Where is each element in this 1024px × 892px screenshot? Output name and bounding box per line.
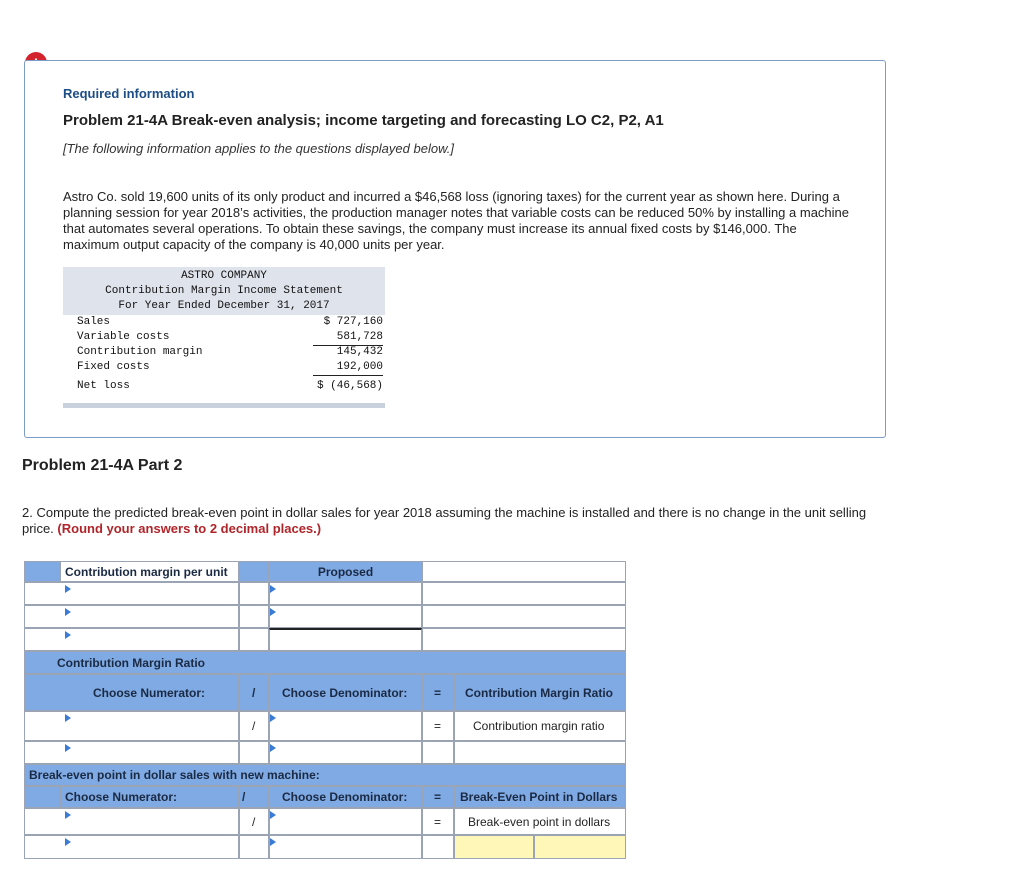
- statement-label: Fixed costs: [77, 361, 150, 373]
- statement-row: [63, 360, 385, 375]
- be-numerator-select[interactable]: [24, 808, 239, 835]
- question-body: 2. Compute the predicted break-even point in dollar sales for year 2018 assuming the machine is installed and there is no change in the unit selling price.: [22, 505, 867, 536]
- statement-value: 581,728: [313, 330, 383, 346]
- grid-header-cell: [24, 786, 60, 808]
- be-result-header: [454, 786, 626, 808]
- statement-value: 192,000: [313, 360, 383, 376]
- grid-blank-cell: [239, 605, 269, 628]
- grid-blank-cell: [239, 628, 269, 651]
- divide-symbol: /: [252, 719, 256, 733]
- statement-label: Sales: [77, 316, 111, 328]
- dropdown-arrow-icon[interactable]: [270, 608, 276, 616]
- cm-row-input[interactable]: [269, 582, 422, 605]
- be-answer-result-input[interactable]: [534, 835, 626, 859]
- divide-symbol: /: [252, 814, 256, 829]
- statement-company: ASTRO COMPANY: [181, 270, 267, 282]
- divide-cell: [239, 808, 269, 835]
- problem-paragraph: Astro Co. sold 19,600 units of its only product and incurred a $46,568 loss (ignoring taxes) for the current year as shown here. During a planning session for year 2018’s activities, the production manager notes that variable costs can be reduced 50% by installing a machine that automates several operations. To obtain these savings, the company must increase its annual fixed costs by $146,000. The maximum output capacity of the company is 40,000 units per year.: [63, 189, 850, 252]
- cm-row-select[interactable]: [24, 605, 239, 628]
- statement-row: [63, 330, 385, 345]
- cm-per-unit-header: [60, 561, 239, 582]
- equals-symbol: =: [434, 790, 442, 804]
- cm-ratio-numerator-select[interactable]: [24, 711, 239, 741]
- break-even-heading: [24, 764, 626, 786]
- dropdown-arrow-icon[interactable]: [270, 744, 276, 752]
- cm-ratio-result-header: [454, 674, 626, 711]
- grid-blank-cell: [422, 628, 626, 651]
- cm-ratio-answer-result[interactable]: [454, 741, 626, 764]
- statement-value: $ 727,160: [323, 316, 383, 328]
- equals-header: [422, 786, 454, 808]
- cm-row-select[interactable]: [24, 582, 239, 605]
- be-result-header-label: Break-Even Point in Dollars: [460, 790, 618, 804]
- be-result-label: Break-even point in dollars: [468, 814, 611, 829]
- cm-ratio-result-header-label: Contribution Margin Ratio: [465, 685, 613, 700]
- denominator-header-label: Choose Denominator:: [282, 685, 408, 700]
- equals-symbol: =: [434, 685, 442, 700]
- required-info-panel: [24, 60, 886, 438]
- statement-label: Variable costs: [77, 331, 170, 343]
- cm-total-input[interactable]: [269, 628, 422, 651]
- grid-blank-cell: [422, 741, 454, 764]
- grid-header-cell: [24, 561, 60, 582]
- denominator-header: [269, 674, 422, 711]
- info-note: [The following information applies to the questions displayed below.]: [63, 141, 454, 156]
- cm-row-input[interactable]: [269, 605, 422, 628]
- proposed-header: [269, 561, 422, 582]
- grid-blank-cell: [239, 582, 269, 605]
- statement-label: Net loss: [77, 380, 130, 392]
- proposed-label: Proposed: [317, 564, 374, 579]
- cm-ratio-denominator-select[interactable]: [269, 711, 422, 741]
- grid-header-cell: [239, 561, 269, 582]
- numerator-header: [24, 674, 239, 711]
- be-answer-select[interactable]: [24, 835, 239, 859]
- dropdown-arrow-icon[interactable]: [65, 744, 71, 752]
- part-title: Problem 21-4A Part 2: [22, 457, 183, 474]
- dropdown-arrow-icon[interactable]: [270, 585, 276, 593]
- statement-period: For Year Ended December 31, 2017: [118, 300, 330, 312]
- divide-cell: [239, 711, 269, 741]
- cm-ratio-answer-select[interactable]: [24, 741, 239, 764]
- dropdown-arrow-icon[interactable]: [270, 714, 276, 722]
- be-denominator-select[interactable]: [269, 808, 422, 835]
- grid-blank-cell: [239, 741, 269, 764]
- be-denominator-header: [269, 786, 422, 808]
- statement-title: Contribution Margin Income Statement: [105, 285, 343, 297]
- problem-title: Problem 21-4A Break-even analysis; income targeting and forecasting LO C2, P2, A1: [63, 112, 664, 129]
- income-statement: [63, 267, 385, 408]
- grid-blank-cell: [422, 605, 626, 628]
- round-note: (Round your answers to 2 decimal places.): [57, 521, 322, 536]
- divide-header: [239, 786, 269, 808]
- grid-blank-cell: [422, 835, 454, 859]
- statement-header: [63, 267, 385, 315]
- cm-ratio-answer-input[interactable]: [269, 741, 422, 764]
- cm-per-unit-label: Contribution margin per unit: [65, 564, 228, 579]
- dropdown-arrow-icon[interactable]: [65, 631, 71, 639]
- question-text: [22, 505, 882, 537]
- statement-row: [63, 379, 385, 394]
- dropdown-arrow-icon[interactable]: [270, 838, 276, 846]
- cm-ratio-heading-label: Contribution Margin Ratio: [57, 655, 205, 670]
- dropdown-arrow-icon[interactable]: [65, 714, 71, 722]
- be-denominator-header-label: Choose Denominator:: [282, 790, 408, 804]
- dropdown-arrow-icon[interactable]: [270, 811, 276, 819]
- cm-row-select[interactable]: [24, 628, 239, 651]
- divide-symbol: /: [252, 685, 256, 700]
- equals-cell: [422, 808, 454, 835]
- break-even-heading-label: Break-even point in dollar sales with new machine:: [29, 768, 320, 782]
- dropdown-arrow-icon[interactable]: [65, 811, 71, 819]
- dropdown-arrow-icon[interactable]: [65, 608, 71, 616]
- answer-grid: [24, 561, 626, 859]
- grid-blank-cell: [422, 582, 626, 605]
- cm-ratio-result-label: Contribution margin ratio: [473, 719, 605, 733]
- be-numerator-header-label: Choose Numerator:: [65, 790, 178, 804]
- statement-row: [63, 315, 385, 330]
- numerator-header-label: Choose Numerator:: [93, 685, 206, 700]
- be-numerator-header: [60, 786, 239, 808]
- be-result-cell: [454, 808, 626, 835]
- statement-label: Contribution margin: [77, 346, 203, 358]
- statement-value: 145,432: [336, 346, 383, 358]
- dropdown-arrow-icon[interactable]: [65, 838, 71, 846]
- equals-cell: [422, 711, 454, 741]
- equals-header: [422, 674, 454, 711]
- statement-footer-bar: [63, 403, 385, 408]
- cm-ratio-result-cell: [454, 711, 626, 741]
- cm-ratio-heading: [24, 651, 626, 674]
- statement-row: [63, 345, 385, 360]
- be-answer-input[interactable]: [269, 835, 422, 859]
- dropdown-arrow-icon[interactable]: [65, 585, 71, 593]
- equals-symbol: =: [434, 719, 442, 733]
- grid-blank-cell: [422, 561, 626, 582]
- required-info-title: Required information: [63, 86, 195, 101]
- grid-blank-cell: [239, 835, 269, 859]
- equals-symbol: =: [434, 814, 442, 829]
- divide-symbol: /: [242, 790, 246, 804]
- divide-header: [239, 674, 269, 711]
- be-answer-result-input[interactable]: [454, 835, 534, 859]
- statement-value: $ (46,568): [316, 380, 383, 392]
